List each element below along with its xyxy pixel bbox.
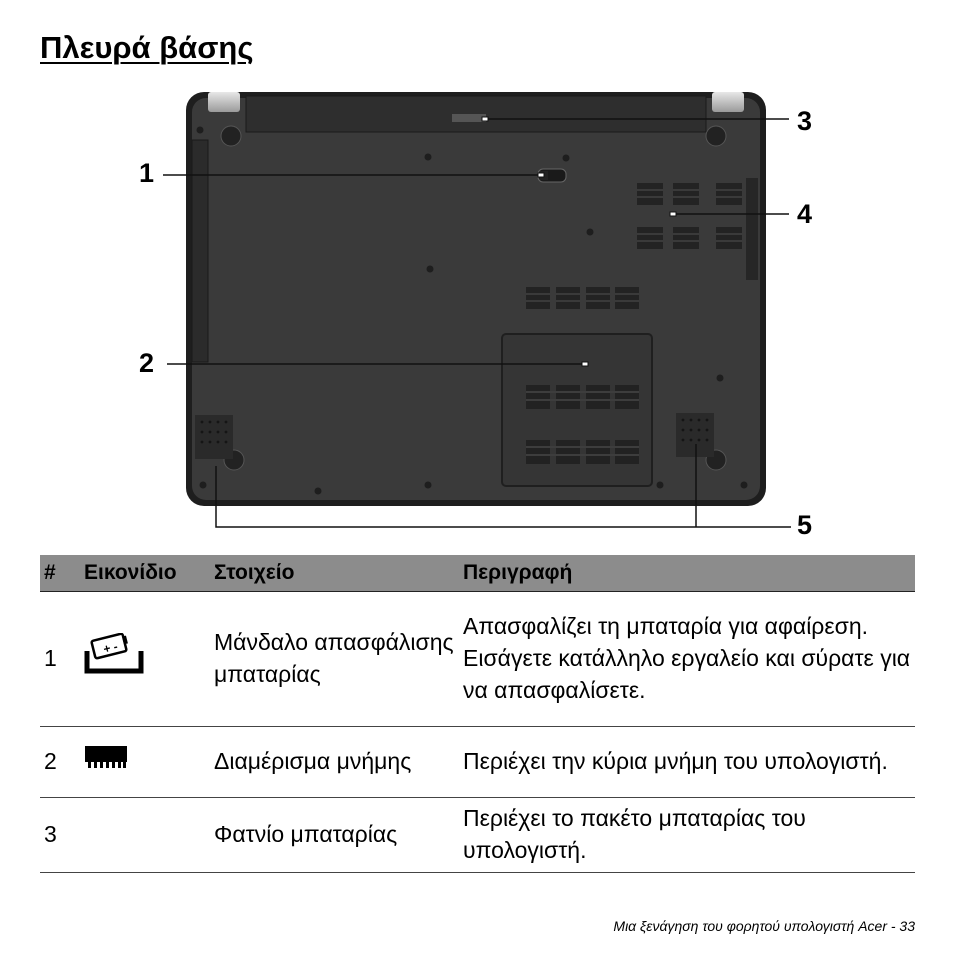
battery-bay-latch (452, 114, 486, 122)
memory-icon (84, 744, 128, 770)
row-number: 3 (40, 798, 80, 873)
header-icon: Εικονίδιο (80, 555, 210, 592)
specs-table (40, 555, 915, 873)
header-item: Στοιχείο (210, 555, 459, 592)
table-row (40, 727, 915, 798)
page-title: Πλευρά βάσης (40, 30, 254, 65)
row-number: 2 (40, 727, 80, 798)
row-item: Διαμέρισμα μνήμης (210, 727, 459, 798)
callout-3: 3 (797, 106, 813, 136)
row-number: 1 (40, 592, 80, 727)
row-description: Περιέχει την κύρια μνήμη του υπολογιστή. (459, 727, 915, 798)
row-item: Φατνίο μπαταρίας (210, 798, 459, 873)
left-hinge (208, 92, 240, 112)
laptop-bottom-figure (0, 85, 954, 545)
table-row (40, 592, 915, 727)
laptop-bottom-panel (192, 98, 760, 500)
svg-text:+ -: + - (101, 639, 120, 657)
row-description: Απασφαλίζει τη μπαταρία για αφαίρεση. Εισάγετε κατάλληλο εργαλείο και σύρατε για να απασφαλίσετε. (459, 592, 915, 727)
battery-lock-icon (84, 633, 144, 675)
row-item: Μάνδαλο απασφάλισης μπαταρίας (210, 592, 459, 727)
side-rail (192, 140, 208, 362)
header-description: Περιγραφή (459, 555, 915, 592)
page-footer: Μια ξενάγηση του φορητού υπολογιστή Acer - 33 (613, 918, 915, 934)
callout-2: 2 (139, 348, 155, 378)
callout-1: 1 (139, 158, 155, 188)
rubber-foot (706, 126, 726, 146)
table-row (40, 798, 915, 873)
side-vent (746, 178, 758, 280)
table-header-row (40, 555, 915, 592)
laptop-bottom-illustration (0, 85, 954, 545)
right-hinge (712, 92, 744, 112)
header-number: # (40, 555, 80, 592)
callout-4: 4 (797, 199, 813, 229)
callout-5: 5 (797, 510, 813, 540)
row-description: Περιέχει το πακέτο μπαταρίας του υπολογιστή. (459, 798, 915, 873)
rubber-foot (221, 126, 241, 146)
row-icon-empty (80, 798, 210, 873)
